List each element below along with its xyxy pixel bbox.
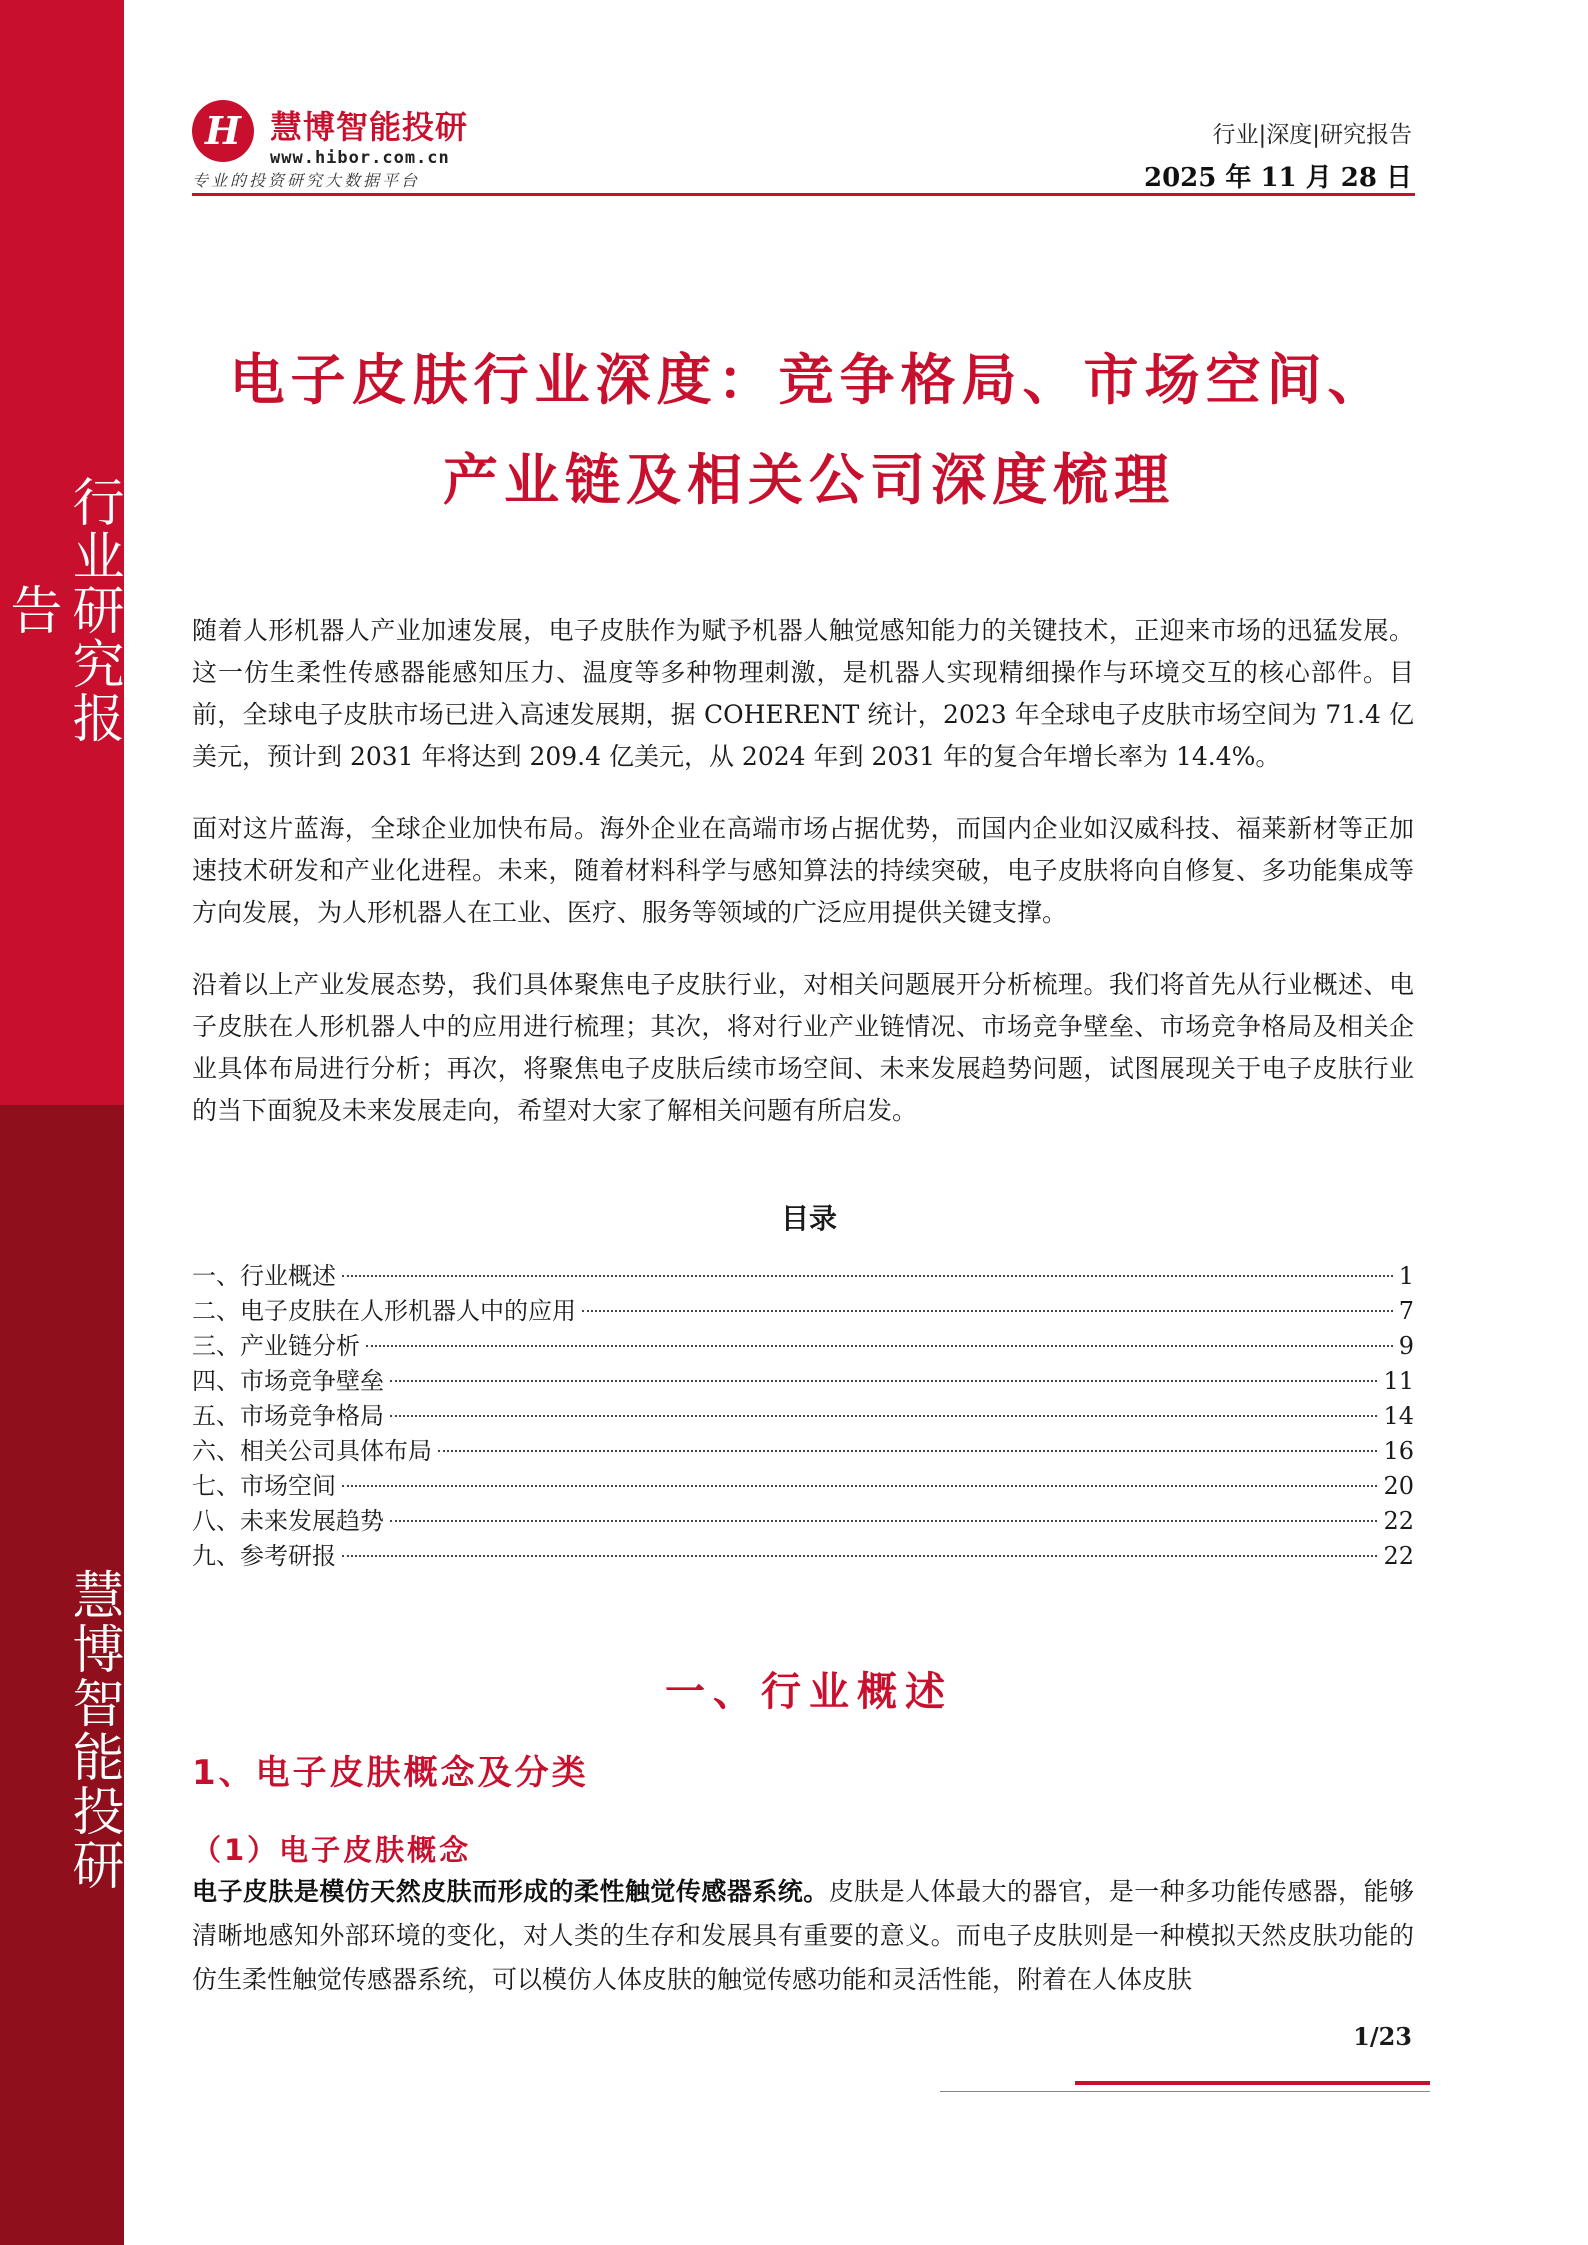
toc-entry[interactable] xyxy=(192,1364,1414,1399)
section-paragraph-body: 皮肤是人体最大的器官，是一种多功能传感器，能够清晰地感知外部环境的变化，对人类的生存和发展具有重要的意义。而电子皮肤则是一种模拟天然皮肤功能的仿生柔性触觉传感器系统，可以模仿人体皮肤的触觉传感功能和灵活性能，附着在人体皮肤 xyxy=(192,1877,1414,1994)
toc-entry-page: 22 xyxy=(1383,1507,1414,1535)
toc-entry[interactable] xyxy=(192,1329,1414,1364)
toc-leader-dots xyxy=(438,1450,1377,1452)
page-number: 1/23 xyxy=(1353,2022,1412,2051)
sidebar-label-industry-report: 行业研究报告 xyxy=(1,475,123,745)
section-heading-3: （1）电子皮肤概念 xyxy=(192,1833,472,1867)
footer-rule xyxy=(940,2091,1430,2092)
toc-entry-page: 22 xyxy=(1383,1542,1414,1570)
report-meta xyxy=(1144,116,1412,194)
logo-url: www.hibor.com.cn xyxy=(270,148,450,168)
table-of-contents xyxy=(192,1259,1414,1574)
toc-entry[interactable] xyxy=(192,1294,1414,1329)
toc-entry-label: 五、市场竞争格局 xyxy=(192,1402,384,1430)
toc-entry-page: 1 xyxy=(1398,1262,1414,1290)
intro-paragraph: 随着人形机器人产业加速发展，电子皮肤作为赋予机器人触觉感知能力的关键技术，正迎来市场的迅猛发展。这一仿生柔性传感器能感知压力、温度等多种物理刺激，是机器人实现精细操作与环境交互的核心部件。目前，全球电子皮肤市场已进入高速发展期，据 COHERENT 统计，2023 年全球电子皮肤市场空间为 71.4 亿美元，预计到 2031 年将达到 209.4 亿美元，从 2024 年到 2031 年的复合年增长率为 14.4%。 xyxy=(192,616,1414,771)
toc-title: 目录 xyxy=(780,1202,837,1235)
logo-name: 慧博智能投研 xyxy=(270,108,469,146)
toc-entry-label: 一、行业概述 xyxy=(192,1262,336,1290)
toc-leader-dots xyxy=(342,1485,1377,1487)
toc-entry-page: 7 xyxy=(1398,1297,1414,1325)
toc-entry-page: 16 xyxy=(1383,1437,1414,1465)
toc-leader-dots xyxy=(342,1555,1377,1557)
sidebar-label-brand: 慧博智能投研 xyxy=(63,1568,123,1892)
intro-paragraph: 面对这片蓝海，全球企业加快布局。海外企业在高端市场占据优势，而国内企业如汉威科技、福莱新材等正加速技术研发和产业化进程。未来，随着材料科学与感知算法的持续突破，电子皮肤将向自修复、多功能集成等方向发展，为人形机器人在工业、医疗、服务等领域的广泛应用提供关键支撑。 xyxy=(192,814,1414,927)
brand-logo xyxy=(192,96,512,192)
toc-entry-label: 九、参考研报 xyxy=(192,1542,336,1570)
toc-entry-label: 四、市场竞争壁垒 xyxy=(192,1367,384,1395)
toc-entry[interactable] xyxy=(192,1469,1414,1504)
toc-entry[interactable] xyxy=(192,1434,1414,1469)
toc-entry-label: 七、市场空间 xyxy=(192,1472,336,1500)
toc-leader-dots xyxy=(390,1520,1377,1522)
toc-entry-page: 9 xyxy=(1398,1332,1414,1360)
toc-leader-dots xyxy=(390,1415,1377,1417)
toc-entry-label: 二、电子皮肤在人形机器人中的应用 xyxy=(192,1297,576,1325)
report-title-line-2: 产业链及相关公司深度梳理 xyxy=(442,448,1175,512)
logo-slogan: 专业的投资研究大数据平台 xyxy=(192,171,421,190)
toc-leader-dots xyxy=(582,1310,1393,1312)
toc-entry-page: 14 xyxy=(1383,1402,1414,1430)
toc-entry-label: 六、相关公司具体布局 xyxy=(192,1437,432,1465)
toc-entry[interactable] xyxy=(192,1504,1414,1539)
section-paragraph-lead: 电子皮肤是模仿天然皮肤而形成的柔性触觉传感器系统。 xyxy=(192,1877,829,1906)
toc-entry-page: 11 xyxy=(1383,1367,1414,1395)
section-paragraph xyxy=(192,1870,1414,2002)
report-date: 2025 年 11 月 28 日 xyxy=(1144,163,1412,193)
section-heading-2: 1、电子皮肤概念及分类 xyxy=(192,1753,589,1793)
toc-leader-dots xyxy=(342,1275,1393,1277)
intro-section xyxy=(192,610,1414,1162)
logo-mark-icon: H xyxy=(192,100,254,162)
intro-paragraph: 沿着以上产业发展态势，我们具体聚焦电子皮肤行业，对相关问题展开分析梳理。我们将首先从行业概述、电子皮肤在人形机器人中的应用进行梳理；其次，将对行业产业链情况、市场竞争壁垒、市场竞争格局及相关企业具体布局进行分析；再次，将聚焦电子皮肤后续市场空间、未来发展趋势问题，试图展现关于电子皮肤行业的当下面貌及未来发展走向，希望对大家了解相关问题有所启发。 xyxy=(192,970,1414,1125)
report-title xyxy=(124,330,1494,530)
section-heading-1: 一、行业概述 xyxy=(665,1669,953,1715)
toc-entry[interactable] xyxy=(192,1259,1414,1294)
header-divider xyxy=(192,193,1415,196)
toc-entry-label: 三、产业链分析 xyxy=(192,1332,360,1360)
report-type: 行业|深度|研究报告 xyxy=(1212,122,1412,148)
toc-leader-dots xyxy=(366,1345,1393,1347)
footer-accent-rule xyxy=(1075,2081,1430,2085)
toc-leader-dots xyxy=(390,1380,1377,1382)
toc-entry-label: 八、未来发展趋势 xyxy=(192,1507,384,1535)
toc-entry[interactable] xyxy=(192,1539,1414,1574)
toc-entry[interactable] xyxy=(192,1399,1414,1434)
report-title-line-1: 电子皮肤行业深度：竞争格局、市场空间、 xyxy=(229,348,1389,412)
toc-entry-page: 20 xyxy=(1383,1472,1414,1500)
